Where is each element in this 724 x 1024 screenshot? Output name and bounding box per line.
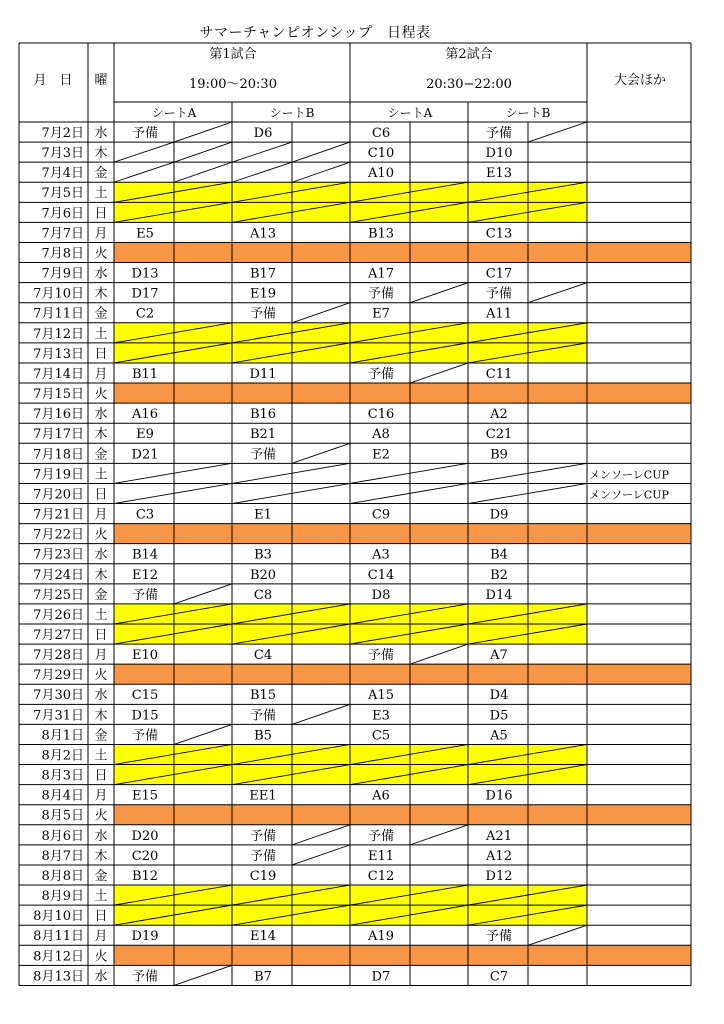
game-code-cell: E13 bbox=[485, 166, 513, 182]
weekday-cell: 金 bbox=[94, 868, 108, 884]
weekday-cell: 日 bbox=[94, 487, 108, 503]
weekday-cell: 土 bbox=[94, 607, 108, 623]
weekday-cell: 日 bbox=[94, 206, 108, 222]
weekday-cell: 木 bbox=[94, 708, 108, 724]
game-code-cell: C16 bbox=[367, 407, 395, 423]
game-code-cell: 予備 bbox=[131, 126, 159, 141]
cell-diagonal-line bbox=[528, 925, 587, 945]
game-code-cell: B16 bbox=[249, 407, 277, 423]
weekday-cell: 土 bbox=[94, 748, 108, 764]
weekday-cell: 月 bbox=[94, 648, 108, 664]
weekday-cell: 月 bbox=[94, 929, 108, 945]
game-code-cell: D16 bbox=[485, 788, 513, 804]
date-cell: 7月30日 bbox=[33, 688, 84, 704]
game-code-cell: C5 bbox=[371, 728, 391, 744]
date-cell: 8月11日 bbox=[33, 929, 84, 945]
date-cell: 8月9日 bbox=[41, 889, 84, 905]
header-game1: 第1試合 bbox=[209, 47, 257, 62]
date-cell: 7月17日 bbox=[33, 427, 84, 443]
cell-diagonal-line bbox=[350, 483, 468, 503]
weekday-cell: 日 bbox=[94, 909, 108, 925]
header-game2-sheet-a: シートA bbox=[387, 106, 433, 120]
event-cell: メンソーレCUP bbox=[589, 488, 669, 502]
cell-diagonal-line bbox=[292, 443, 350, 463]
cell-diagonal-line bbox=[410, 283, 468, 303]
weekday-cell: 水 bbox=[94, 407, 108, 423]
cell-diagonal-line bbox=[232, 463, 350, 483]
weekday-cell: 土 bbox=[94, 889, 108, 905]
weekday-cell: 木 bbox=[94, 567, 108, 583]
game-code-cell: C3 bbox=[135, 507, 155, 523]
game-code-cell: E12 bbox=[131, 567, 159, 583]
game-code-cell: C11 bbox=[485, 366, 513, 382]
game-code-cell: E19 bbox=[249, 286, 277, 302]
game-code-cell: 予備 bbox=[249, 447, 277, 463]
header-game2: 第2試合 bbox=[445, 47, 493, 62]
date-cell: 7月22日 bbox=[33, 527, 84, 543]
date-cell: 7月15日 bbox=[33, 387, 84, 403]
game-code-cell: A19 bbox=[368, 929, 394, 945]
weekday-cell: 火 bbox=[94, 246, 108, 262]
cell-diagonal-line bbox=[410, 363, 468, 383]
game-code-cell: A12 bbox=[486, 848, 512, 864]
cell-diagonal-line bbox=[114, 162, 174, 182]
game-code-cell: A10 bbox=[368, 166, 394, 182]
game-code-cell: D7 bbox=[371, 969, 391, 985]
game-code-cell: D12 bbox=[485, 868, 513, 884]
game-code-cell: 予備 bbox=[485, 929, 513, 945]
game-code-cell: B7 bbox=[254, 969, 272, 985]
closed-day-fill bbox=[114, 524, 691, 544]
game-code-cell: A17 bbox=[368, 266, 394, 282]
weekday-cell: 火 bbox=[94, 527, 108, 543]
game-code-cell: D4 bbox=[489, 688, 509, 704]
header-other: 大会ほか bbox=[613, 73, 667, 88]
date-cell: 7月16日 bbox=[33, 407, 84, 423]
weekday-cell: 金 bbox=[94, 166, 108, 182]
date-cell: 7月18日 bbox=[33, 447, 84, 463]
cell-diagonal-line bbox=[114, 142, 174, 162]
date-cell: 8月1日 bbox=[41, 728, 84, 744]
game-code-cell: A21 bbox=[486, 828, 512, 844]
cell-diagonal-line bbox=[114, 463, 232, 483]
date-cell: 7月9日 bbox=[41, 266, 84, 282]
weekday-cell: 水 bbox=[94, 547, 108, 563]
weekday-cell: 木 bbox=[94, 146, 108, 162]
date-cell: 8月6日 bbox=[41, 828, 84, 844]
game-code-cell: 予備 bbox=[131, 969, 159, 985]
closed-day-fill bbox=[114, 383, 691, 403]
game-code-cell: C13 bbox=[485, 226, 513, 242]
game-code-cell: 予備 bbox=[367, 648, 395, 664]
cell-diagonal-line bbox=[174, 142, 232, 162]
cell-diagonal-line bbox=[174, 965, 232, 985]
game-code-cell: D17 bbox=[131, 286, 159, 302]
game-code-cell: D14 bbox=[485, 587, 513, 603]
game-code-cell: E5 bbox=[136, 226, 154, 242]
game-code-cell: B2 bbox=[490, 567, 508, 583]
game-code-cell: E10 bbox=[131, 648, 159, 664]
game-code-cell: E14 bbox=[249, 929, 277, 945]
weekday-cell: 日 bbox=[94, 628, 108, 643]
date-cell: 7月29日 bbox=[33, 668, 84, 684]
weekday-cell: 水 bbox=[94, 266, 108, 282]
header-date: 月 日 bbox=[33, 73, 73, 88]
game-code-cell: A11 bbox=[486, 306, 512, 322]
game-code-cell: 予備 bbox=[249, 828, 277, 844]
game-code-cell: D21 bbox=[131, 447, 159, 463]
cell-diagonal-line bbox=[292, 825, 350, 845]
cell-diagonal-line bbox=[410, 825, 468, 845]
date-cell: 7月5日 bbox=[41, 186, 84, 202]
date-cell: 7月25日 bbox=[33, 587, 84, 603]
game-code-cell: B3 bbox=[254, 547, 272, 563]
date-cell: 7月31日 bbox=[33, 708, 84, 724]
game-code-cell: C20 bbox=[131, 848, 159, 864]
game-code-cell: B4 bbox=[490, 547, 508, 563]
game-code-cell: D5 bbox=[489, 708, 509, 724]
weekday-cell: 木 bbox=[94, 848, 108, 864]
game-code-cell: C19 bbox=[249, 868, 277, 884]
game-code-cell: C14 bbox=[367, 567, 395, 583]
game-code-cell: C4 bbox=[253, 648, 273, 664]
date-cell: 8月13日 bbox=[33, 969, 84, 985]
game-code-cell: D10 bbox=[485, 146, 513, 162]
weekday-cell: 水 bbox=[94, 126, 108, 141]
date-cell: 8月3日 bbox=[41, 768, 84, 784]
game-code-cell: C8 bbox=[253, 587, 273, 603]
date-cell: 7月14日 bbox=[33, 366, 84, 382]
game-code-cell: D8 bbox=[371, 587, 391, 603]
game-code-cell: B20 bbox=[249, 567, 277, 583]
cell-fills bbox=[114, 182, 691, 965]
date-cell: 7月4日 bbox=[41, 166, 84, 182]
date-cell: 7月3日 bbox=[41, 146, 84, 162]
date-cell: 8月5日 bbox=[41, 808, 84, 824]
weekday-cell: 火 bbox=[94, 387, 108, 403]
cell-diagonal-line bbox=[528, 283, 587, 303]
date-cell: 7月24日 bbox=[33, 567, 84, 583]
cell-diagonal-line bbox=[174, 122, 232, 142]
game-code-cell: A8 bbox=[372, 427, 390, 443]
cell-diagonal-line bbox=[350, 463, 468, 483]
weekday-cell: 金 bbox=[94, 728, 108, 744]
date-cell: 7月7日 bbox=[41, 226, 84, 242]
header-game1-sheet-b: シートB bbox=[269, 106, 315, 120]
header-game1-time: 19:00～20:30 bbox=[189, 77, 277, 92]
game-code-cell: D6 bbox=[253, 126, 273, 141]
game-code-cell: A15 bbox=[368, 688, 394, 704]
date-cell: 8月4日 bbox=[41, 788, 84, 804]
date-cell: 8月12日 bbox=[33, 949, 84, 965]
game-code-cell: 予備 bbox=[249, 848, 277, 864]
game-code-cell: D9 bbox=[489, 507, 509, 523]
date-cell: 8月7日 bbox=[41, 848, 84, 864]
weekday-cell: 日 bbox=[94, 768, 108, 784]
date-cell: 7月12日 bbox=[33, 326, 84, 342]
closed-day-fill bbox=[114, 945, 691, 965]
game-code-cell: C17 bbox=[485, 266, 513, 282]
closed-day-fill bbox=[114, 664, 691, 684]
date-cell: 7月8日 bbox=[41, 246, 84, 262]
cell-diagonal-line bbox=[232, 483, 350, 503]
game-code-cell: A3 bbox=[372, 547, 390, 563]
weekday-cell: 金 bbox=[94, 447, 108, 463]
game-code-cell: 予備 bbox=[367, 286, 395, 302]
cell-diagonal-line bbox=[410, 644, 468, 664]
game-code-cell: B9 bbox=[490, 447, 508, 463]
header-game2-sheet-b: シートB bbox=[505, 106, 551, 120]
game-code-cell: B12 bbox=[131, 868, 159, 884]
cell-diagonal-line bbox=[292, 704, 350, 724]
weekday-cell: 金 bbox=[94, 587, 108, 603]
date-cell: 7月13日 bbox=[33, 346, 84, 362]
cell-diagonal-line bbox=[292, 845, 350, 865]
game-code-cell: 予備 bbox=[367, 828, 395, 844]
game-code-cell: A2 bbox=[490, 407, 508, 423]
game-code-cell: B11 bbox=[131, 366, 159, 382]
game-code-cell: C7 bbox=[489, 969, 509, 985]
game-code-cell: E9 bbox=[136, 427, 154, 443]
game-code-cell: 予備 bbox=[131, 728, 159, 744]
weekday-cell: 水 bbox=[94, 688, 108, 704]
weekday-cell: 日 bbox=[94, 346, 108, 362]
game-code-cell: D15 bbox=[131, 708, 159, 724]
game-code-cell: C2 bbox=[135, 306, 155, 322]
date-cell: 8月2日 bbox=[41, 748, 84, 764]
date-cell: 7月28日 bbox=[33, 648, 84, 664]
game-code-cell: B13 bbox=[367, 226, 395, 242]
game-code-cell: B17 bbox=[249, 266, 277, 282]
page-title: サマーチャンピオンシップ 日程表 bbox=[199, 25, 431, 41]
header-game2-time: 20:30−22:00 bbox=[426, 77, 512, 92]
weekday-cell: 火 bbox=[94, 668, 108, 684]
weekday-cell: 火 bbox=[94, 808, 108, 824]
game-code-cell: D19 bbox=[131, 929, 159, 945]
game-code-cell: C6 bbox=[371, 126, 391, 141]
game-code-cell: B14 bbox=[131, 547, 159, 563]
game-code-cell: B5 bbox=[254, 728, 272, 744]
cell-diagonal-line bbox=[174, 162, 232, 182]
game-code-cell: B21 bbox=[249, 427, 277, 443]
weekday-cell: 木 bbox=[94, 427, 108, 443]
game-code-cell: C10 bbox=[367, 146, 395, 162]
weekday-cell: 水 bbox=[94, 828, 108, 844]
weekday-cell: 金 bbox=[94, 306, 108, 322]
game-code-cell: C21 bbox=[485, 427, 513, 443]
date-cell: 7月19日 bbox=[33, 467, 84, 483]
cell-diagonal-line bbox=[292, 303, 350, 323]
date-cell: 8月8日 bbox=[41, 868, 84, 884]
game-code-cell: E2 bbox=[372, 447, 390, 463]
cell-diagonal-line bbox=[232, 142, 292, 162]
game-code-cell: 予備 bbox=[131, 587, 159, 603]
game-code-cell: E15 bbox=[131, 788, 159, 804]
header-weekday: 曜 bbox=[94, 73, 108, 88]
game-code-cell: EE1 bbox=[249, 788, 277, 804]
game-code-cell: A13 bbox=[250, 226, 276, 242]
closed-day-fill bbox=[114, 242, 691, 262]
game-code-cell: 予備 bbox=[485, 286, 513, 302]
game-code-cell: A7 bbox=[490, 648, 508, 664]
date-cell: 7月21日 bbox=[33, 507, 84, 523]
weekday-cell: 月 bbox=[94, 507, 108, 523]
game-code-cell: E1 bbox=[254, 507, 272, 523]
date-cell: 7月10日 bbox=[33, 286, 84, 302]
date-cell: 8月10日 bbox=[33, 909, 84, 925]
game-code-cell: E7 bbox=[372, 306, 390, 322]
game-code-cell: 予備 bbox=[367, 366, 395, 382]
game-code-cell: D11 bbox=[249, 366, 277, 382]
game-code-cell: C15 bbox=[131, 688, 159, 704]
game-code-cell: B15 bbox=[249, 688, 277, 704]
date-cell: 7月11日 bbox=[33, 306, 84, 322]
weekday-cell: 月 bbox=[94, 366, 108, 382]
header-game1-sheet-a: シートA bbox=[151, 106, 197, 120]
date-cell: 7月20日 bbox=[33, 487, 84, 503]
weekday-cell: 土 bbox=[94, 186, 108, 202]
game-code-cell: D20 bbox=[131, 828, 159, 844]
game-code-cell: C9 bbox=[371, 507, 391, 523]
game-code-cell: C12 bbox=[367, 868, 395, 884]
weekday-cell: 木 bbox=[94, 286, 108, 302]
game-code-cell: A16 bbox=[132, 407, 158, 423]
game-code-cell: E3 bbox=[372, 708, 390, 724]
date-cell: 7月27日 bbox=[33, 628, 84, 643]
cell-diagonal-line bbox=[292, 142, 350, 162]
date-cell: 7月6日 bbox=[41, 206, 84, 222]
weekday-cell: 土 bbox=[94, 467, 108, 483]
game-code-cell: 予備 bbox=[249, 708, 277, 724]
game-code-cell: A6 bbox=[372, 788, 390, 804]
cell-diagonal-line bbox=[528, 122, 587, 142]
closed-day-fill bbox=[114, 805, 691, 825]
game-code-cell: 予備 bbox=[485, 126, 513, 141]
weekday-cell: 水 bbox=[94, 969, 108, 985]
date-cell: 7月23日 bbox=[33, 547, 84, 563]
weekday-cell: 月 bbox=[94, 226, 108, 242]
game-code-cell: D13 bbox=[131, 266, 159, 282]
cell-diagonal-line bbox=[292, 162, 350, 182]
weekday-cell: 月 bbox=[94, 788, 108, 804]
cell-diagonal-line bbox=[174, 724, 232, 744]
cell-diagonal-line bbox=[114, 483, 232, 503]
weekday-cell: 土 bbox=[94, 326, 108, 342]
weekday-cell: 火 bbox=[94, 949, 108, 965]
date-cell: 7月26日 bbox=[33, 607, 84, 623]
game-code-cell: A5 bbox=[490, 728, 508, 744]
game-code-cell: 予備 bbox=[249, 306, 277, 322]
game-code-cell: E11 bbox=[367, 848, 395, 864]
date-cell: 7月2日 bbox=[41, 126, 84, 141]
cell-diagonal-line bbox=[232, 162, 292, 182]
event-cell: メンソーレCUP bbox=[589, 468, 669, 482]
cell-diagonal-line bbox=[174, 584, 232, 604]
